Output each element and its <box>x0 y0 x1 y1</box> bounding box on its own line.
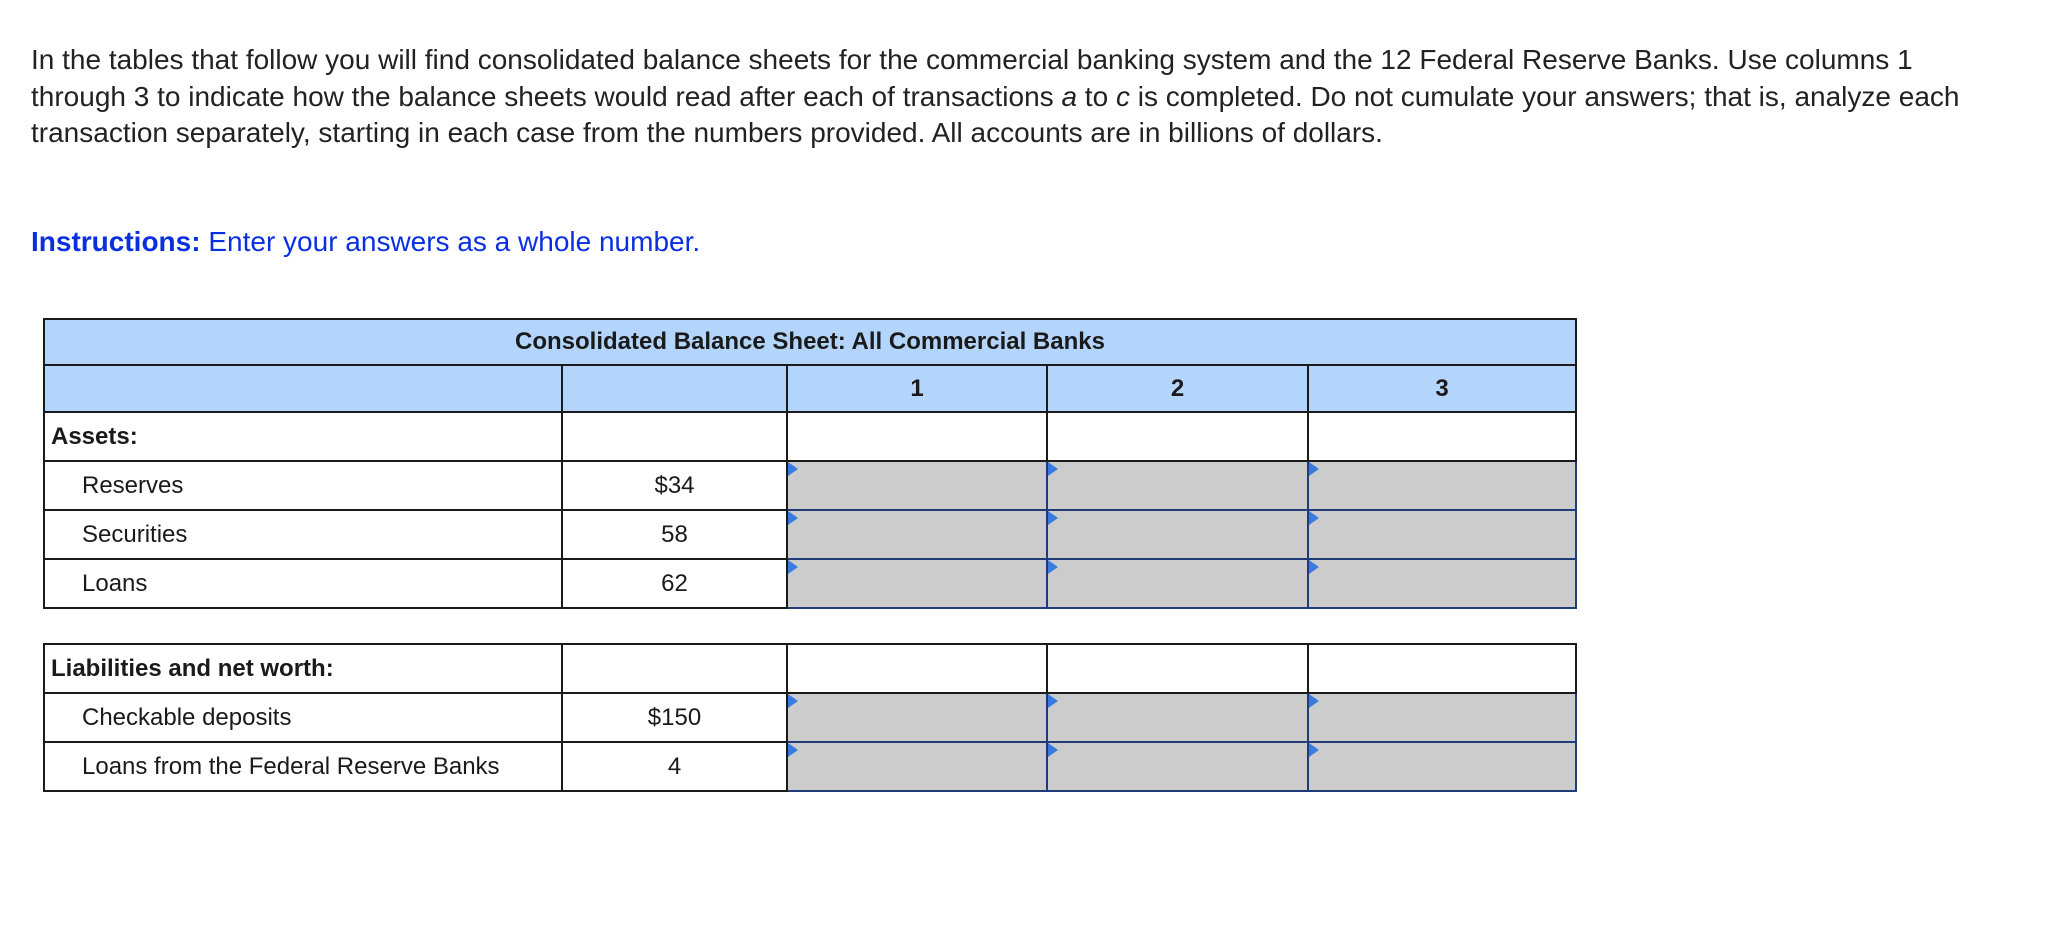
table-row <box>44 510 1576 559</box>
empty-cell <box>1308 412 1576 461</box>
row-value-securities: 58 <box>562 510 787 559</box>
answer-cell <box>787 559 1047 608</box>
column-header-label <box>44 365 562 412</box>
row-label-reserves: Reserves <box>44 461 562 510</box>
securities-col3-input[interactable] <box>1309 511 1575 558</box>
answer-cell <box>787 461 1047 510</box>
instructions-label: Instructions: <box>31 226 201 257</box>
empty-cell <box>562 412 787 461</box>
intro-var-c: c <box>1115 80 1130 112</box>
intro-text-1: In the tables that follow you will find consolidated balance sheets for the commercial banking system and the 12 Federal Reserve Banks. Use columns 1 through 3 to indicate how the balance sheets would read after each of transactions <box>31 44 1913 112</box>
row-value-loans: 62 <box>562 559 787 608</box>
fed-loans-col3-input[interactable] <box>1309 743 1575 790</box>
empty-cell <box>787 644 1047 693</box>
empty-cell <box>1047 644 1308 693</box>
answer-cell <box>1308 693 1576 742</box>
fed-loans-col2-input[interactable] <box>1048 743 1307 790</box>
column-header-initial <box>562 365 787 412</box>
row-label-fed-loans: Loans from the Federal Reserve Banks <box>44 742 562 791</box>
empty-cell <box>562 644 787 693</box>
column-header-3: 3 <box>1308 365 1576 412</box>
column-header-1: 1 <box>787 365 1047 412</box>
assets-section-label: Assets: <box>44 412 562 461</box>
answer-cell <box>1047 461 1308 510</box>
row-value-checkable-deposits: $150 <box>562 693 787 742</box>
instructions-text: Enter your answers as a whole number. <box>200 226 701 257</box>
balance-sheet-liabilities-table <box>43 643 1577 792</box>
answer-cell <box>787 742 1047 791</box>
reserves-col3-input[interactable] <box>1309 462 1575 509</box>
intro-text-to: to <box>1077 80 1116 112</box>
answer-cell <box>1308 559 1576 608</box>
answer-cell <box>1047 693 1308 742</box>
row-label-checkable-deposits: Checkable deposits <box>44 693 562 742</box>
answer-cell <box>1047 742 1308 791</box>
intro-var-a: a <box>1061 80 1078 112</box>
loans-col2-input[interactable] <box>1048 560 1307 607</box>
answer-cell <box>787 510 1047 559</box>
column-header-2: 2 <box>1047 365 1308 412</box>
table-row <box>44 559 1576 608</box>
fed-loans-col1-input[interactable] <box>788 743 1046 790</box>
securities-col2-input[interactable] <box>1048 511 1307 558</box>
empty-cell <box>1308 644 1576 693</box>
answer-cell <box>1047 559 1308 608</box>
row-label-securities: Securities <box>44 510 562 559</box>
table-title: Consolidated Balance Sheet: All Commercial Banks <box>44 319 1576 365</box>
answer-cell <box>1308 510 1576 559</box>
answer-cell <box>1308 461 1576 510</box>
loans-col3-input[interactable] <box>1309 560 1575 607</box>
balance-sheet-assets-table <box>43 318 1577 609</box>
answer-cell <box>787 693 1047 742</box>
problem-statement <box>31 42 1971 152</box>
empty-cell <box>787 412 1047 461</box>
instructions <box>31 224 700 260</box>
table-row <box>44 461 1576 510</box>
row-label-loans: Loans <box>44 559 562 608</box>
row-value-fed-loans: 4 <box>562 742 787 791</box>
table-row <box>44 742 1576 791</box>
checkable-deposits-col1-input[interactable] <box>788 694 1046 741</box>
checkable-deposits-col3-input[interactable] <box>1309 694 1575 741</box>
row-value-reserves: $34 <box>562 461 787 510</box>
empty-cell <box>1047 412 1308 461</box>
answer-cell <box>1047 510 1308 559</box>
securities-col1-input[interactable] <box>788 511 1046 558</box>
reserves-col2-input[interactable] <box>1048 462 1307 509</box>
reserves-col1-input[interactable] <box>788 462 1046 509</box>
loans-col1-input[interactable] <box>788 560 1046 607</box>
liabilities-section-label: Liabilities and net worth: <box>44 644 562 693</box>
intro-text-2: is completed. Do not cumulate your answers; that is, analyze each transaction separately, starting in each case from the numbers provided. All accounts are in billions of dollars. <box>31 80 1960 148</box>
checkable-deposits-col2-input[interactable] <box>1048 694 1307 741</box>
answer-cell <box>1308 742 1576 791</box>
table-row <box>44 693 1576 742</box>
